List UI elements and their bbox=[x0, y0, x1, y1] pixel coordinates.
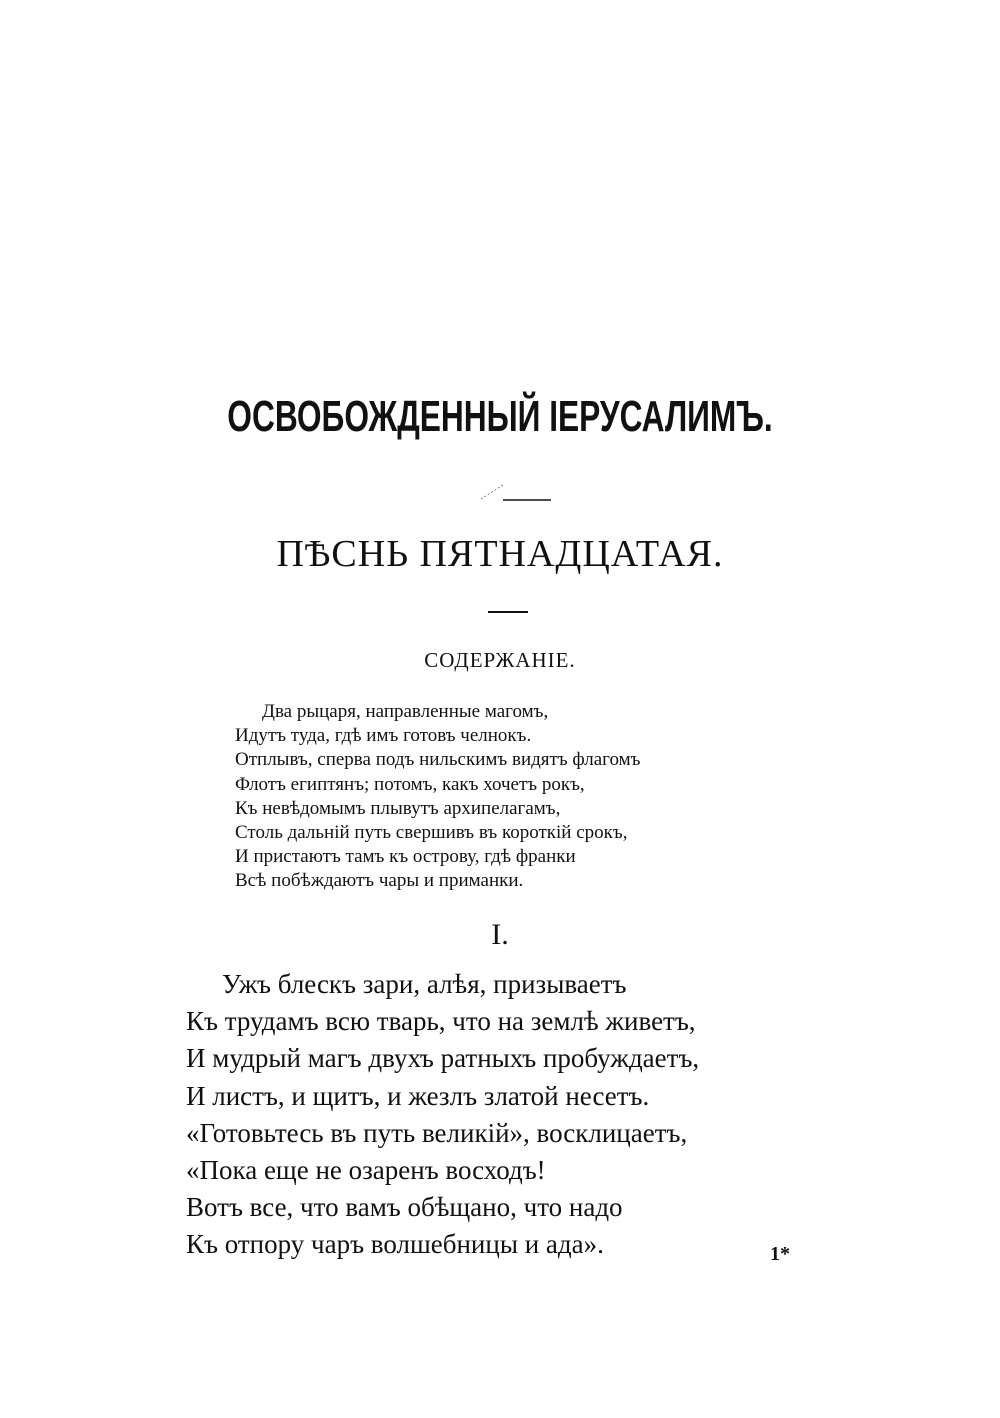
stanza-line: Къ трудамъ всю тварь, что на землѣ живетъ, bbox=[186, 1006, 696, 1037]
stanza-line: «Пока еще не озаренъ восходъ! bbox=[186, 1155, 546, 1186]
stanza-number: I. bbox=[491, 918, 509, 951]
stanza-line: И листъ, и щитъ, и жезлъ златой несетъ. bbox=[186, 1080, 650, 1111]
argument-verse bbox=[235, 700, 795, 894]
signature-mark: 1* bbox=[770, 1243, 790, 1265]
stanza-line: Ужъ блескъ зари, алѣя, призываетъ bbox=[222, 969, 627, 999]
argument-line: Столь дальній путь свершивъ въ короткій срокъ, bbox=[235, 822, 628, 844]
argument-line: Всѣ побѣждаютъ чары и приманки. bbox=[235, 870, 524, 892]
canto-title: ПѢСНЬ ПЯТНАДЦАТАЯ. bbox=[276, 533, 724, 575]
argument-line: И пристаютъ тамъ къ острову, гдѣ франки bbox=[235, 846, 576, 868]
argument-line: Отплывъ, сперва подъ нильскимъ видятъ флагомъ bbox=[235, 749, 641, 771]
contents-heading: СОДЕРЖАНІЕ. bbox=[424, 648, 576, 672]
book-title: ОСВОБОЖДЕННЫЙ ІЕРУСАЛИМЪ. bbox=[227, 392, 773, 441]
title-ornament bbox=[473, 480, 553, 504]
argument-line: Два рыцаря, направленные магомъ, bbox=[262, 701, 549, 722]
stanza-line: Къ отпору чаръ волшебницы и ада». bbox=[186, 1229, 604, 1260]
stanza-line: Вотъ все, что вамъ обѣщано, что надо bbox=[186, 1192, 623, 1223]
stanza-line: «Готовьтесь въ путь великій», восклицаетъ, bbox=[186, 1117, 688, 1148]
stanza-line: И мудрый магъ двухъ ратныхъ пробуждаетъ, bbox=[186, 1043, 700, 1074]
argument-line: Идутъ туда, гдѣ имъ готовъ челнокъ. bbox=[235, 725, 532, 747]
argument-line: Къ невѣдомымъ плывутъ архипелагамъ, bbox=[235, 797, 561, 819]
stanza-verse bbox=[186, 966, 866, 1264]
section-divider bbox=[488, 611, 528, 613]
argument-line: Флотъ египтянъ; потомъ, какъ хочетъ рокъ, bbox=[235, 773, 585, 795]
